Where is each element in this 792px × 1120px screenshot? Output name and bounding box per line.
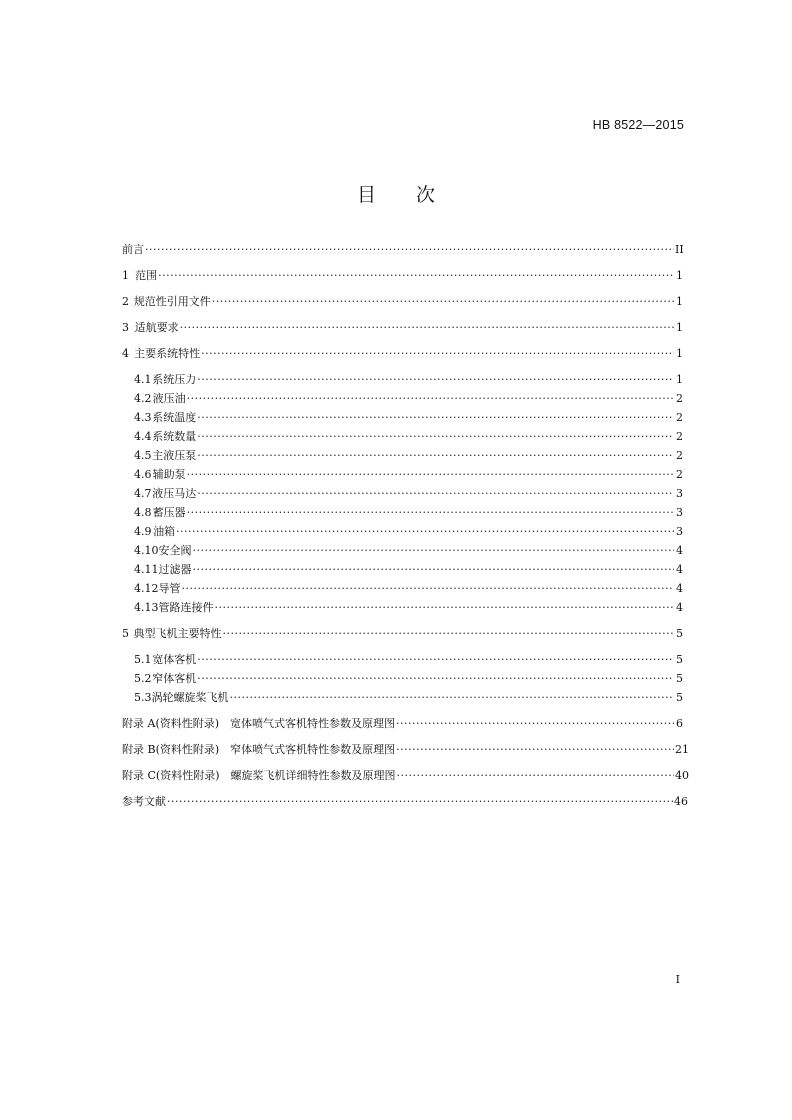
toc-entry-number: 4.1	[134, 373, 152, 386]
toc-entry-number: 4.13	[134, 601, 159, 614]
toc-entry-page: 46	[673, 795, 688, 808]
dot-leader	[180, 318, 674, 337]
toc-entry-label: 辅助泵	[152, 468, 186, 481]
toc-entry-label: 安全阀	[158, 544, 192, 557]
toc-entry-page: 4	[676, 582, 683, 595]
toc-entry[interactable]	[122, 560, 683, 579]
standard-code: HB 8522—2015	[592, 118, 684, 132]
toc-entry-number: 4.6	[134, 468, 152, 481]
dot-leader	[193, 560, 675, 579]
toc-entry[interactable]	[122, 579, 683, 598]
toc-entry-number: 5.3	[134, 691, 152, 704]
toc-entry[interactable]	[122, 465, 683, 484]
toc-entry[interactable]	[122, 484, 683, 503]
toc-entry[interactable]	[122, 522, 683, 541]
dot-leader	[201, 344, 674, 363]
toc-entry-page: 21	[675, 743, 689, 756]
toc-entry-label: 宽体客机	[152, 653, 197, 666]
toc-entry-number: 4.11	[134, 563, 159, 576]
toc-entry-label: 典型飞机主要特性	[133, 627, 222, 640]
toc-entry-label: 系统压力	[152, 373, 197, 386]
toc-entry-page: 3	[676, 506, 683, 519]
table-of-contents	[122, 240, 689, 811]
toc-entry[interactable]	[122, 688, 683, 707]
toc-entry[interactable]	[122, 650, 683, 669]
toc-entry-label: 液压马达	[152, 487, 197, 500]
toc-entry[interactable]	[122, 318, 683, 337]
toc-entry-number: 4.9	[134, 525, 152, 538]
toc-entry-number: 4.5	[134, 449, 152, 462]
toc-entry-page: 1	[676, 347, 683, 360]
toc-entry[interactable]	[122, 292, 683, 311]
toc-entry[interactable]	[122, 503, 683, 522]
toc-entry-number: 3	[122, 321, 129, 334]
dot-leader	[197, 650, 674, 669]
toc-entry-number: 4.3	[134, 411, 152, 424]
toc-entry-page: 1	[676, 373, 683, 386]
toc-entry-page: 3	[676, 487, 683, 500]
toc-entry-page: 1	[676, 269, 683, 282]
footer-page-number: I	[675, 973, 680, 986]
dot-leader	[215, 598, 675, 617]
dot-leader	[397, 766, 675, 785]
toc-entry[interactable]	[122, 669, 683, 688]
toc-entry[interactable]	[122, 766, 689, 785]
toc-entry-label: 主要系统特性	[134, 347, 201, 360]
toc-entry-number: 5.2	[134, 672, 152, 685]
toc-entry[interactable]	[122, 541, 683, 560]
toc-entry-label: 主液压泵	[152, 449, 197, 462]
toc-entry[interactable]	[122, 427, 683, 446]
toc-entry[interactable]	[122, 792, 688, 811]
toc-entry[interactable]	[122, 624, 683, 643]
toc-entry-number: 4.8	[134, 506, 152, 519]
toc-entry-label: 管路连接件	[158, 601, 214, 614]
dot-leader	[197, 427, 674, 446]
toc-entry-page: 5	[676, 691, 683, 704]
dot-leader	[167, 792, 673, 811]
toc-entry-page: 2	[676, 468, 683, 481]
toc-entry[interactable]	[122, 740, 689, 759]
toc-entry[interactable]	[122, 389, 683, 408]
toc-entry-page: 1	[676, 321, 683, 334]
toc-entry-label: 过滤器	[158, 563, 192, 576]
toc-entry-page: 5	[676, 627, 683, 640]
toc-entry-label: 系统数量	[152, 430, 197, 443]
toc-entry[interactable]	[122, 370, 683, 389]
toc-entry-page: 40	[675, 769, 689, 782]
toc-entry-label: 蓄压器	[152, 506, 186, 519]
toc-entry-label: 范围	[135, 269, 158, 282]
dot-leader	[187, 389, 674, 408]
toc-entry-label: 附录 C(资料性附录) 螺旋桨飞机详细特性参数及原理图	[122, 769, 396, 782]
toc-entry-label: 附录 A(资料性附录) 宽体喷气式客机特性参数及原理图	[122, 717, 396, 730]
toc-entry-page: 5	[676, 653, 683, 666]
toc-entry-number: 5.1	[134, 653, 152, 666]
toc-entry-number: 4.10	[134, 544, 159, 557]
toc-entry-label: 参考文献	[122, 795, 166, 808]
toc-title: 目次	[356, 184, 475, 206]
dot-leader	[145, 240, 674, 259]
toc-entry-label: 油箱	[153, 525, 176, 538]
toc-entry-number: 4.2	[134, 392, 152, 405]
toc-entry[interactable]	[122, 266, 683, 285]
toc-entry-label: 系统温度	[152, 411, 197, 424]
toc-entry-number: 1	[122, 269, 129, 282]
dot-leader	[223, 624, 674, 643]
dot-leader	[197, 669, 674, 688]
toc-entry[interactable]	[122, 446, 683, 465]
dot-leader	[158, 266, 674, 285]
dot-leader	[197, 484, 674, 503]
dot-leader	[197, 408, 674, 427]
dot-leader	[187, 503, 674, 522]
toc-entry-number: 4	[122, 347, 129, 360]
dot-leader	[176, 522, 674, 541]
dot-leader	[197, 370, 674, 389]
toc-entry-number: 4.4	[134, 430, 152, 443]
toc-entry-page: 5	[676, 672, 683, 685]
toc-entry-label: 导管	[158, 582, 181, 595]
toc-entry-number: 4.12	[134, 582, 159, 595]
dot-leader	[212, 292, 674, 311]
toc-entry-page: 3	[676, 525, 683, 538]
toc-entry-page: 4	[676, 601, 683, 614]
toc-entry-number: 5	[122, 627, 129, 640]
toc-entry-label: 附录 B(资料性附录) 窄体喷气式客机特性参数及原理图	[122, 743, 396, 756]
toc-entry[interactable]	[122, 240, 683, 259]
dot-leader	[182, 579, 675, 598]
toc-entry-page: 2	[676, 392, 683, 405]
toc-entry-label: 液压油	[152, 392, 186, 405]
toc-entry-label: 前言	[122, 243, 144, 256]
toc-entry-number: 4.7	[134, 487, 152, 500]
toc-entry-label: 规范性引用文件	[133, 295, 211, 308]
toc-entry-page: 2	[676, 430, 683, 443]
toc-entry-label: 涡轮螺旋桨飞机	[151, 691, 229, 704]
toc-entry[interactable]	[122, 408, 683, 427]
toc-entry-page: 6	[676, 717, 683, 730]
toc-entry-label: 适航要求	[134, 321, 179, 334]
toc-entry-number: 2	[122, 295, 129, 308]
toc-entry[interactable]	[122, 714, 683, 733]
toc-entry-page: 4	[676, 544, 683, 557]
dot-leader	[396, 714, 674, 733]
dot-leader	[197, 446, 674, 465]
toc-entry-page: 4	[676, 563, 683, 576]
dot-leader	[396, 740, 674, 759]
dot-leader	[230, 688, 675, 707]
toc-entry[interactable]	[122, 598, 683, 617]
toc-entry[interactable]	[122, 344, 683, 363]
toc-entry-page: II	[675, 243, 684, 256]
dot-leader	[187, 465, 674, 484]
toc-entry-page: 1	[676, 295, 683, 308]
toc-entry-page: 2	[676, 411, 683, 424]
toc-entry-label: 窄体客机	[152, 672, 197, 685]
dot-leader	[193, 541, 675, 560]
toc-entry-page: 2	[676, 449, 683, 462]
